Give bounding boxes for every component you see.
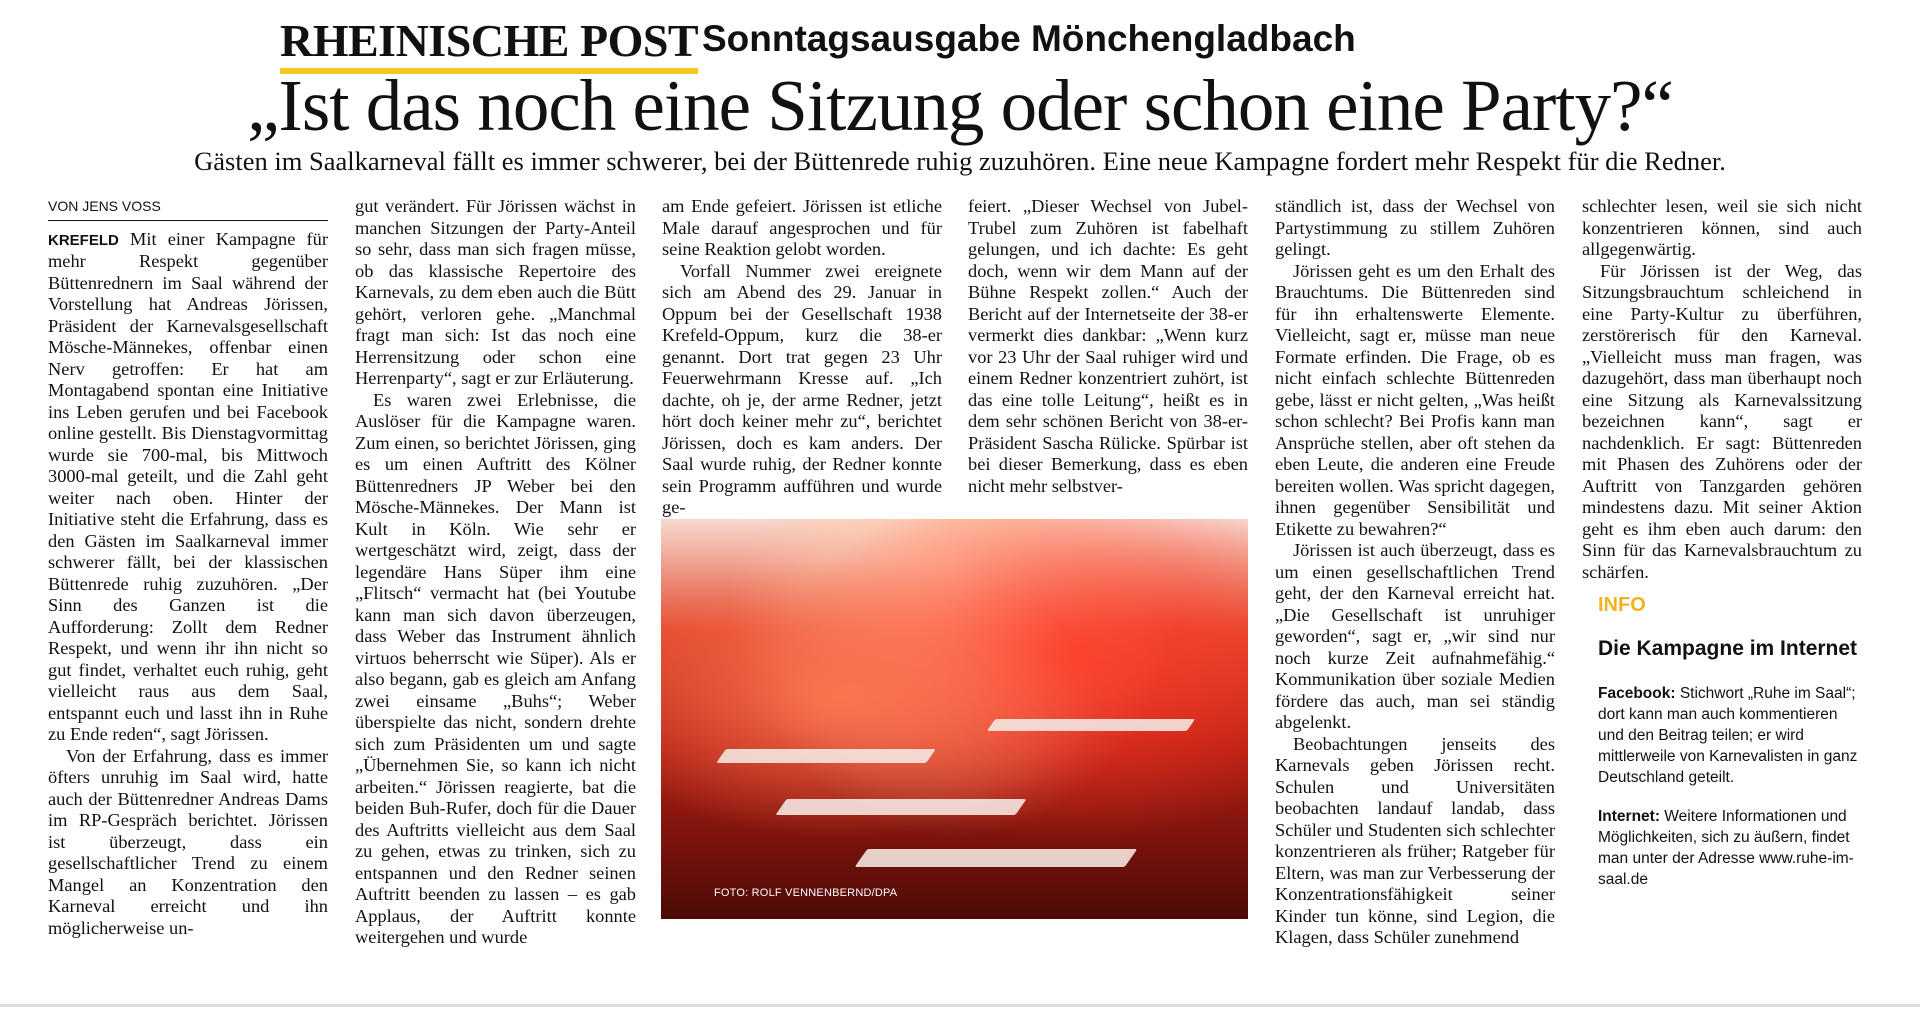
article-paragraph: Von der Erfahrung, dass es immer öfters unruhig im Saal wird, hatte auch der Büttenredner Andreas Dams im RP-Gespräch berichtet. Jörissen ist überzeugt, dass ein gesellschaftlicher Trend zu einem Mangel an Konzentration den Karneval erreicht und ihn möglicherweise un- (48, 745, 328, 938)
article-paragraph: Jörissen geht es um den Erhalt des Brauchtums. Die Büttenreden sind für ihn erhaltenswerte Elemente. Vielleicht, sagt er, müsse man neue Formate erfinden. Die Frage, ob es nicht einfach schlechte Büttenreden gebe, lässt er nicht gelten, „Was heißt schon schlecht? Bei Profis kann man Ansprüche stellen, aber oft stehen da eben Leute, die anderen eine Freude bereiten wollen. Was spricht dagegen, ihnen gegenüber Sensibilität und Etikette zu bewahren?“ (1275, 260, 1555, 539)
article-column-6 (1582, 196, 1862, 583)
article-paragraph: Es waren zwei Erlebnisse, die Auslöser für die Kampagne waren. Zum einen, so berichtet Jörissen, ging es um einen Auftritt des Kölner Büttenredners JP Weber bei den Mösche-Männekes. Der Mann ist Kult in Köln. Wie sehr er wertgeschätzt wird, zeigt, dass der legendäre Hans Süper ihm eine „Flitsch“ vermacht hat (bei Youtube kann man sich davon überzeugen, dass Weber das Instrument ähnlich virtuos beherrscht wie Süper). Als er also begann, gab es gleich am Anfang zwei einsame „Buhs“; Weber überspielte das nicht, sondern drehte sich zum Präsidenten um und sagte „Übernehmen Sie, so kann ich nicht arbeiten.“ Jörissen reagierte, bat die beiden Buh-Rufer, doch für die Dauer des Auftritts vielleicht aus dem Saal zu gehen, etwas zu trinken, sich zu entspannen und den Redner seinen Auftritt beenden zu lassen – es gab Applaus, der Auftritt konnte weitergehen und wurde (355, 389, 636, 947)
page-bottom-rule (0, 1004, 1920, 1007)
info-entry-internet (1598, 806, 1860, 890)
article-column-1 (48, 196, 328, 939)
article-paragraph: Vorfall Nummer zwei ereignete sich am Abend des 29. Januar in Oppum bei der Gesellschaft 1938 Krefeld-Oppum, kurz die 38-er genannt. Dort trat gegen 23 Uhr Feuerwehrmann Kresse auf. „Ich dachte, oh je, der arme Redner, jetzt hört doch keiner mehr zu“, berichtet Jörissen, doch es kam anders. Der Saal wurde ruhig, der Redner konnte sein Programm aufführen und wurde ge- (662, 260, 942, 517)
photo-table-shape (855, 849, 1138, 867)
info-entry-text: Stichwort „Ruhe im Saal“; dort kann man auch kommentieren und den Beitrag teilen; er wird mittlerweile von Karnevalisten in ganz Deutschland geteilt. (1598, 685, 1858, 786)
dateline: KREFELD (48, 231, 119, 249)
article-paragraph: Beobachtungen jenseits des Karnevals geben Jörissen recht. Schulen und Universitäten beobachten landauf landab, dass Schüler und Studenten sich schlechter konzentrieren als früher; Ratgeber für Eltern, was man zur Verbesserung der Konzentrationsfähigkeit seiner Kinder tun könne, sind Legion, die Klagen, dass Schüler zunehmend (1275, 733, 1555, 947)
photo-table-shape (987, 719, 1195, 731)
photo-table-shape (775, 799, 1026, 815)
subheadline: Gästen im Saalkarneval fällt es immer schwerer, bei der Büttenrede ruhig zuzuhören. Eine neue Kampagne fordert mehr Respekt für die Redner. (194, 146, 1726, 176)
article-paragraph: gut verändert. Für Jörissen wächst in manchen Sitzungen der Party-Anteil so sehr, dass man sich fragen müsse, ob das klassische Repertoire des Karnevals, zu dem eben auch die Bütt gehört, verloren gehe. „Manchmal fragt man sich: Ist das noch eine Herrensitzung oder schon eine Herrenparty“, sagt er zur Erläuterung. (355, 196, 636, 388)
info-box (1598, 594, 1860, 908)
article-paragraph: feiert. „Dieser Wechsel von Jubel-Trubel zum Zuhören ist fabelhaft gelungen, und ich dachte: Es geht doch, wenn wir dem Mann auf der Bühne Respekt zollen.“ Auch der Bericht auf der Internetseite der 38-er vermerkt dies dankbar: „Wenn kurz vor 23 Uhr der Saal ruhiger wird und einem Redner konzentriert zuhört, ist das eine tolle Leitung“, heißt es in dem sehr schönen Bericht von 38-er-Präsident Sascha Rülicke. Spürbar ist bei dieser Bemerkung, dass es eben nicht mehr selbstver- (968, 196, 1248, 496)
article-paragraph: KREFELD Mit einer Kampagne für mehr Respekt gegenüber Büttenrednern im Saal während der Vorstellung hat Andreas Jörissen, Präsident der Karnevalsgesellschaft Mösche-Männekes, offenbar einen Nerv getroffen: Er hat am Montagabend spontan eine Initiative ins Leben gerufen und bei Facebook online gestellt. Bis Dienstagvormittag wurde sie 700-mal, bis Mittwoch 3000-mal geteilt, und die Zahl geht weiter nach oben. Hinter der Initiative steht die Erfahrung, dass es den Gästen im Saalkarneval immer schwerer fällt, bei der klassischen Büttenrede ruhig zuzuhören. „Der Sinn des Ganzen ist die Aufforderung: Zollt dem Redner Respekt, und wenn ihr ihn nicht so gut findet, verhaltet euch ruhig, geht vielleicht raus aus dem Saal, entspannt euch und lasst ihn in Ruhe zu Ende reden“, sagt Jörissen. (48, 228, 328, 744)
info-title: Die Kampagne im Internet (1598, 637, 1858, 660)
article-paragraph: Jörissen ist auch überzeugt, dass es um einen gesellschaftlichen Trend geht, der den Karneval erreicht hat. „Die Gesellschaft ist unruhiger geworden“, sagt er, „wir sind nur noch kurze Zeit aufnahmefähig.“ Kommunikation über soziale Medien fördere das auch, man sei ständig abgelenkt. (1275, 540, 1555, 732)
info-entry-key: Internet: (1598, 808, 1660, 825)
info-label: INFO (1598, 594, 1646, 616)
article-column-4 (968, 196, 1248, 497)
info-entry-facebook (1598, 683, 1860, 788)
info-entry-key: Facebook: (1598, 685, 1676, 702)
article-photo (661, 519, 1248, 919)
article-column-3 (662, 196, 942, 519)
byline: VON JENS VOSS (48, 196, 328, 221)
newspaper-logo: RHEINISCHE POST (280, 18, 698, 74)
info-entry-text: Weitere Informationen und Möglichkeiten, sich zu äußern, findet man unter der Adresse www.ruhe-im-saal.de (1598, 808, 1854, 888)
article-column-5 (1275, 196, 1555, 949)
photo-caption: FOTO: ROLF VENNENBERND/DPA (714, 887, 898, 899)
article-paragraph: ständlich ist, dass der Wechsel von Partystimmung zu stillem Zuhören gelingt. (1275, 196, 1555, 259)
article-paragraph: schlechter lesen, weil sie sich nicht konzentrieren können, sind auch allgegenwärtig. (1582, 196, 1862, 259)
edition-title: Sonntagsausgabe Mönchengladbach (702, 18, 1356, 59)
article-paragraph: Für Jörissen ist der Weg, das Sitzungsbrauchtum schleichend in eine Party-Kultur zu überführen, zerstörerisch für den Karneval. „Vielleicht muss man fragen, was dazugehört, dass man überhaupt noch eine Sitzung als Karnevalssitzung bezeichnen kann“, sagt er nachdenklich. Er sagt: Büttenreden mit Phasen des Zuhörens oder der Auftritt von Tanzgarden gehören mindestens dazu. Mit seiner Aktion geht es ihm eben auch darum: den Sinn für das Karnevalsbrauchtum zu schärfen. (1582, 260, 1862, 582)
headline: „Ist das noch eine Sitzung oder schon eine Party?“ (247, 65, 1673, 146)
photo-table-shape (716, 749, 936, 763)
article-column-2 (355, 196, 636, 949)
article-paragraph: am Ende gefeiert. Jörissen ist etliche Male darauf angesprochen und für seine Reaktion gelobt worden. (662, 196, 942, 259)
